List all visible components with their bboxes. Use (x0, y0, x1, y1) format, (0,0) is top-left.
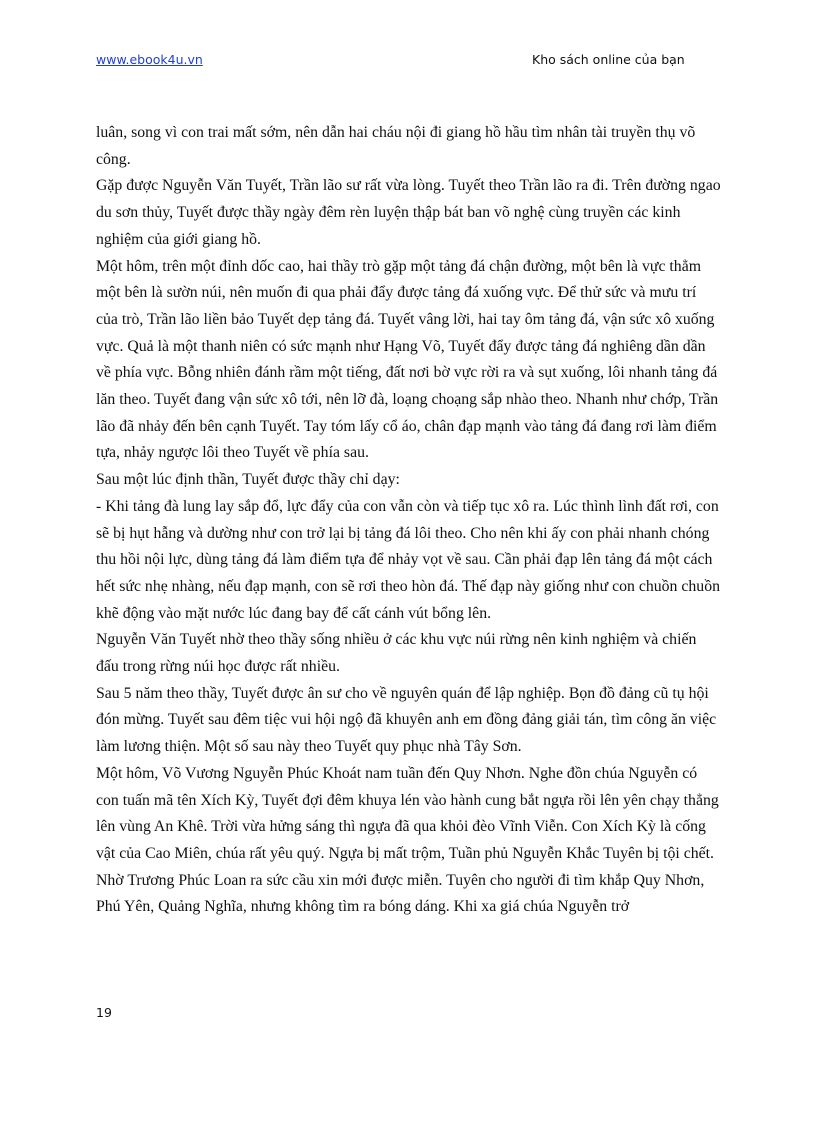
header-site-link[interactable]: www.ebook4u.vn (96, 52, 203, 67)
paragraph: Gặp được Nguyễn Văn Tuyết, Trần lão sư rất vừa lòng. Tuyết theo Trần lão ra đi. Trên đường ngao du sơn thủy, Tuyết được thầy ngày đêm rèn luyện thập bát ban võ nghệ cùng truyền các kinh nghiệm của giới giang hồ. (96, 177, 721, 248)
paragraph: Một hôm, trên một đỉnh dốc cao, hai thầy trò gặp một tảng đá chận đường, một bên là vực thẳm một bên là sườn núi, nên muốn đi qua phải đẩy được tảng đá xuống vực. Để thử sức và mưu trí của trò, Trần lão liền bảo Tuyết dẹp tảng đá. Tuyết vâng lời, hai tay ôm tảng đá, vận sức xô xuống vực. Quả là một thanh niên có sức mạnh như Hạng Võ, Tuyết đẩy được tảng đá nghiêng dần dần về phía vực. Bỗng nhiên đánh rầm một tiếng, đất nơi bờ vực rời ra và sụt xuống, lôi nhanh tảng đá lăn theo. Tuyết đang vận sức xô tới, nên lỡ đà, loạng choạng sắp nhào theo. Nhanh như chớp, Trần lão đã nhảy đến bên cạnh Tuyết. Tay tóm lấy cổ áo, chân đạp mạnh vào tảng đá đang rơi làm điểm tựa, nhảy ngược lôi theo Tuyết về phía sau. (96, 257, 719, 462)
body-text (96, 120, 722, 921)
header-tagline: Kho sách online của bạn (532, 52, 685, 67)
paragraph: luân, song vì con trai mất sớm, nên dẫn hai cháu nội đi giang hồ hầu tìm nhân tài truyền thụ võ công. (96, 124, 696, 168)
paragraph: Một hôm, Võ Vương Nguyễn Phúc Khoát nam tuần đến Quy Nhơn. Nghe đồn chúa Nguyễn có con tuấn mã tên Xích Kỳ, Tuyết đợi đêm khuya lén vào hành cung bắt ngựa rồi lên yên chạy thẳng lên vùng An Khê. Trời vừa hửng sáng thì ngựa đã qua khỏi đèo Vĩnh Viễn. Con Xích Kỳ là cống vật của Cao Miên, chúa rất yêu quý. Ngựa bị mất trộm, Tuần phủ Nguyễn Khắc Tuyên bị tội chết. Nhờ Trương Phúc Loan ra sức cầu xin mới được miễn. Tuyên cho người đi tìm khắp Quy Nhơn, Phú Yên, Quảng Nghĩa, nhưng không tìm ra bóng dáng. Khi xa giá chúa Nguyễn trở (96, 764, 719, 916)
paragraph: Sau một lúc định thần, Tuyết được thầy chỉ dạy: (96, 471, 400, 489)
paragraph: Nguyễn Văn Tuyết nhờ theo thầy sống nhiều ở các khu vực núi rừng nên kinh nghiệm và chiến đấu trong rừng núi học được rất nhiều. (96, 631, 697, 676)
page-number: 19 (96, 1005, 112, 1020)
paragraph: - Khi tảng đà lung lay sắp đổ, lực đẩy của con vẫn còn và tiếp tục xô ra. Lúc thình lình đất rơi, con sẽ bị hụt hẫng và dường như con trở lại bị tảng đá lôi theo. Cho nên khi ấy con phải nhanh chóng thu hồi nội lực, dùng tảng đá làm điểm tựa để nhảy vọt về sau. Cần phải đạp lên tảng đá một cách hết sức nhẹ nhàng, nếu đạp mạnh, con sẽ rơi theo hòn đá. Thế đạp này giống như con chuồn chuồn khẽ động vào mặt nước lúc đang bay để cất cánh vút bổng lên. (96, 497, 720, 622)
paragraph: Sau 5 năm theo thầy, Tuyết được ân sư cho về nguyên quán để lập nghiệp. Bọn đồ đảng cũ tụ hội đón mừng. Tuyết sau đêm tiệc vui hội ngộ đã khuyên anh em đồng đảng giải tán, tìm công ăn việc làm lương thiện. Một số sau này theo Tuyết quy phục nhà Tây Sơn. (96, 684, 717, 756)
